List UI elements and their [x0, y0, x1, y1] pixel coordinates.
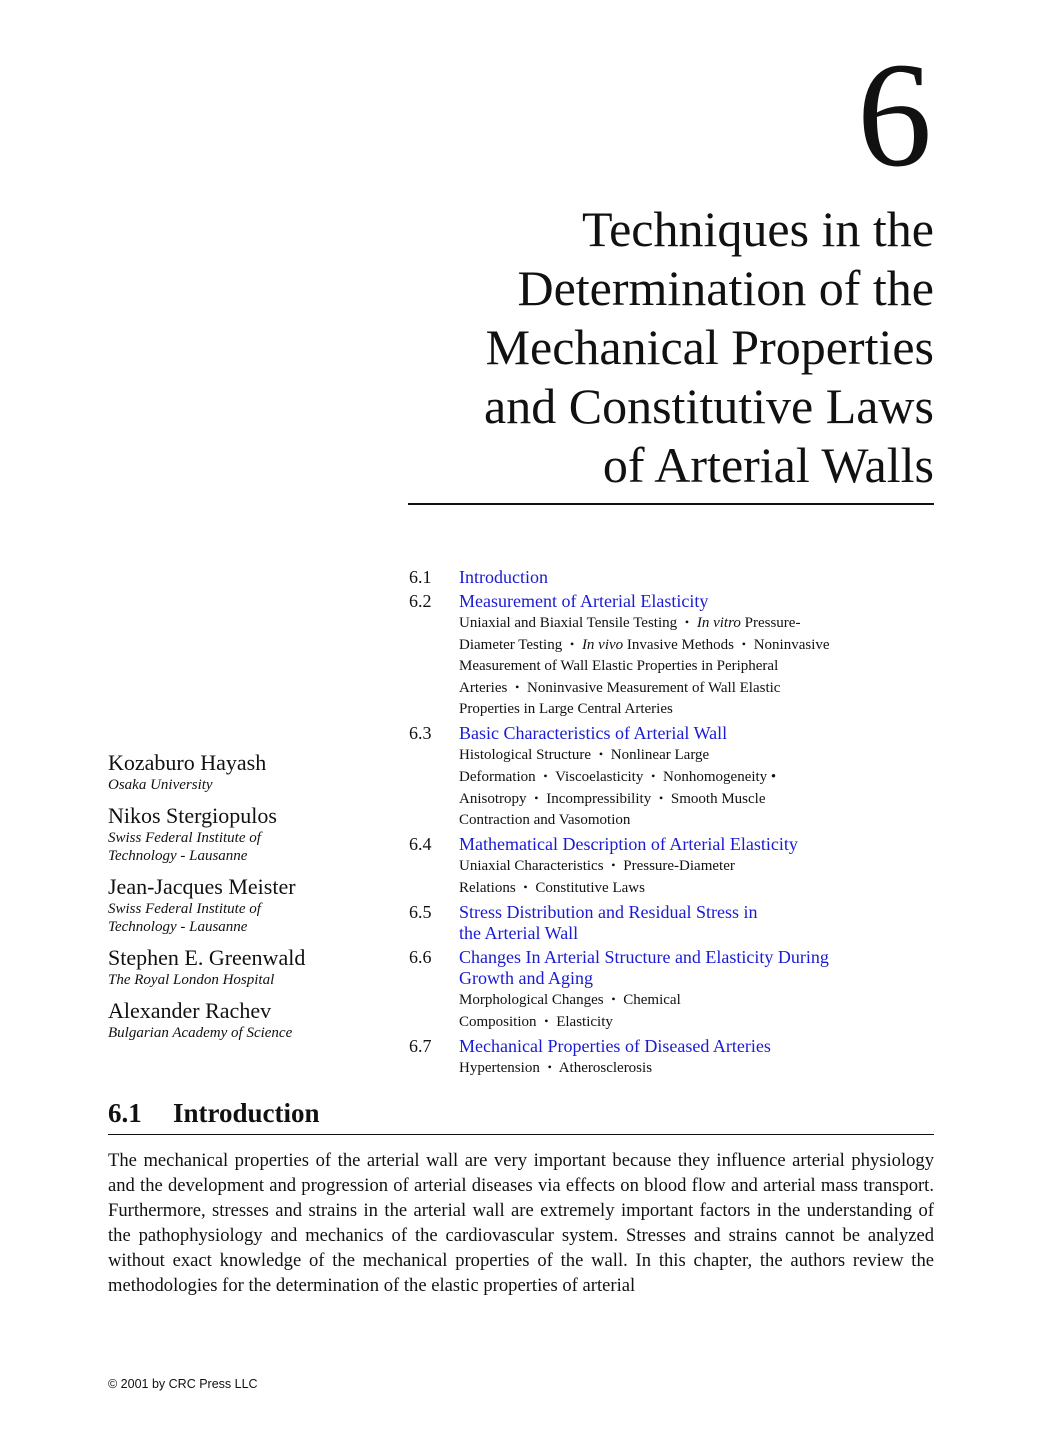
chapter-title — [374, 200, 934, 495]
toc-entry — [409, 947, 889, 1033]
toc-subtopic-line: Anisotropy • Incompressibility • Smooth Muscle — [459, 791, 766, 807]
bullet-separator: • — [543, 769, 548, 783]
author-affiliation: Technology - Lausanne — [108, 919, 248, 935]
bullet-separator: • — [611, 992, 616, 1006]
section-heading — [108, 1096, 934, 1130]
author — [108, 750, 398, 794]
chapter-title-line: Determination of the — [517, 260, 934, 316]
toc-link-line: Growth and Aging — [459, 968, 593, 988]
toc-entry — [409, 834, 889, 899]
bullet-separator: • — [598, 747, 604, 761]
author-name: Alexander Rachev — [108, 998, 272, 1023]
toc-number: 6.5 — [409, 902, 432, 922]
toc-link-mathematical-description[interactable]: Mathematical Description of Arterial Elasticity — [459, 834, 798, 854]
bullet-separator: • — [741, 637, 746, 651]
toc-number: 6.2 — [409, 591, 432, 611]
author — [108, 945, 398, 989]
chapter-number: 6 — [857, 32, 932, 198]
author-name: Jean-Jacques Meister — [108, 874, 296, 899]
toc-subtopic-line: Composition • Elasticity — [459, 1014, 613, 1030]
bullet-separator: • — [611, 858, 616, 872]
toc-number: 6.4 — [409, 834, 432, 854]
author-name: Kozaburo Hayash — [108, 750, 267, 775]
bullet-separator: • — [544, 1014, 549, 1028]
bullet-separator: • — [658, 791, 664, 805]
author — [108, 803, 398, 865]
author — [108, 998, 398, 1042]
toc-link-measurement[interactable]: Measurement of Arterial Elasticity — [459, 591, 709, 611]
chapter-title-line: of Arterial Walls — [602, 437, 934, 493]
toc-subtopic-line: Deformation • Viscoelasticity • Nonhomogeneity • — [459, 769, 776, 785]
toc-subtopic-line: Histological Structure • Nonlinear Large — [459, 747, 709, 763]
author-affiliation: Technology - Lausanne — [108, 848, 248, 864]
author — [108, 874, 398, 936]
toc-entry — [409, 567, 889, 588]
toc-number: 6.6 — [409, 947, 432, 967]
toc-subtopic-line: Diameter Testing • In vivo Invasive Methods • Noninvasive — [459, 637, 830, 653]
author-name: Nikos Stergiopulos — [108, 803, 277, 828]
toc-subtopics — [459, 744, 889, 831]
author-affiliation: Swiss Federal Institute of — [108, 830, 261, 846]
author-affiliation: Bulgarian Academy of Science — [108, 1025, 293, 1041]
bullet-separator: • — [684, 615, 690, 629]
bullet-separator: • — [547, 1060, 552, 1074]
toc-subtopic-line: Uniaxial Characteristics • Pressure-Diameter — [459, 858, 735, 874]
bullet-separator: • — [569, 637, 575, 651]
toc-subtopic-line: Hypertension • Atherosclerosis — [459, 1060, 652, 1076]
toc-subtopic-line: Arteries • Noninvasive Measurement of Wall Elastic — [459, 680, 780, 696]
toc-entry — [409, 902, 889, 944]
title-divider — [408, 503, 934, 505]
author-list — [108, 750, 398, 1051]
toc-link-basic-characteristics[interactable]: Basic Characteristics of Arterial Wall — [459, 723, 728, 743]
toc-link-line: Changes In Arterial Structure and Elasticity During — [459, 947, 829, 967]
toc-number: 6.1 — [409, 567, 432, 587]
bullet-separator: • — [515, 680, 520, 694]
author-affiliation: Swiss Federal Institute of — [108, 901, 261, 917]
toc-entry — [409, 591, 889, 720]
toc-link-line: Stress Distribution and Residual Stress in — [459, 902, 758, 922]
toc-entry — [409, 1036, 889, 1079]
toc-link-changes-in-structure[interactable] — [459, 947, 889, 989]
section-divider — [108, 1134, 934, 1135]
bullet-separator: • — [523, 880, 528, 894]
bullet-separator: • — [651, 769, 656, 783]
toc-subtopic-line: Relations • Constitutive Laws — [459, 880, 645, 896]
author-name: Stephen E. Greenwald — [108, 945, 306, 970]
table-of-contents — [409, 567, 889, 1082]
toc-subtopic-line: Properties in Large Central Arteries — [459, 701, 673, 717]
section-body-paragraph: The mechanical properties of the arterial wall are very important because they influence arterial physiology and the development and progression of arterial diseases via effects on blood flow and arterial mass transport. Furthermore, stresses and strains in the arterial wall are extremely important factors in the understanding of the pathophysiology and mechanics of the cardiovascular system. Stresses and strains cannot be analyzed without exact knowledge of the mechanical properties of the wall. In this chapter, the authors review the methodologies for the determination of the elastic properties of arterial — [108, 1150, 934, 1296]
toc-subtopics — [459, 1057, 889, 1079]
chapter-title-line: Techniques in the — [582, 201, 934, 257]
toc-link-line: the Arterial Wall — [459, 923, 579, 943]
toc-entry — [409, 723, 889, 831]
toc-subtopic-line: Uniaxial and Biaxial Tensile Testing • In vitro Pressure- — [459, 615, 800, 631]
chapter-title-line: Mechanical Properties — [485, 319, 934, 375]
bullet-separator: • — [534, 791, 539, 805]
section-number: 6.1 — [108, 1098, 142, 1128]
toc-subtopics — [459, 855, 889, 899]
toc-subtopics — [459, 612, 889, 720]
toc-number: 6.3 — [409, 723, 432, 743]
toc-number: 6.7 — [409, 1036, 432, 1056]
toc-link-introduction[interactable]: Introduction — [459, 567, 548, 587]
toc-link-stress-distribution[interactable] — [459, 902, 889, 944]
toc-subtopic-line: Measurement of Wall Elastic Properties in Peripheral — [459, 658, 779, 674]
copyright-notice: © 2001 by CRC Press LLC — [108, 1377, 258, 1391]
author-affiliation: Osaka University — [108, 777, 213, 793]
toc-link-diseased-arteries[interactable]: Mechanical Properties of Diseased Arteries — [459, 1036, 771, 1056]
author-affiliation: The Royal London Hospital — [108, 972, 275, 988]
section-title: Introduction — [173, 1098, 320, 1128]
chapter-title-line: and Constitutive Laws — [484, 378, 934, 434]
toc-subtopics — [459, 989, 889, 1033]
toc-subtopic-line: Contraction and Vasomotion — [459, 812, 631, 828]
toc-subtopic-line: Morphological Changes • Chemical — [459, 992, 681, 1008]
